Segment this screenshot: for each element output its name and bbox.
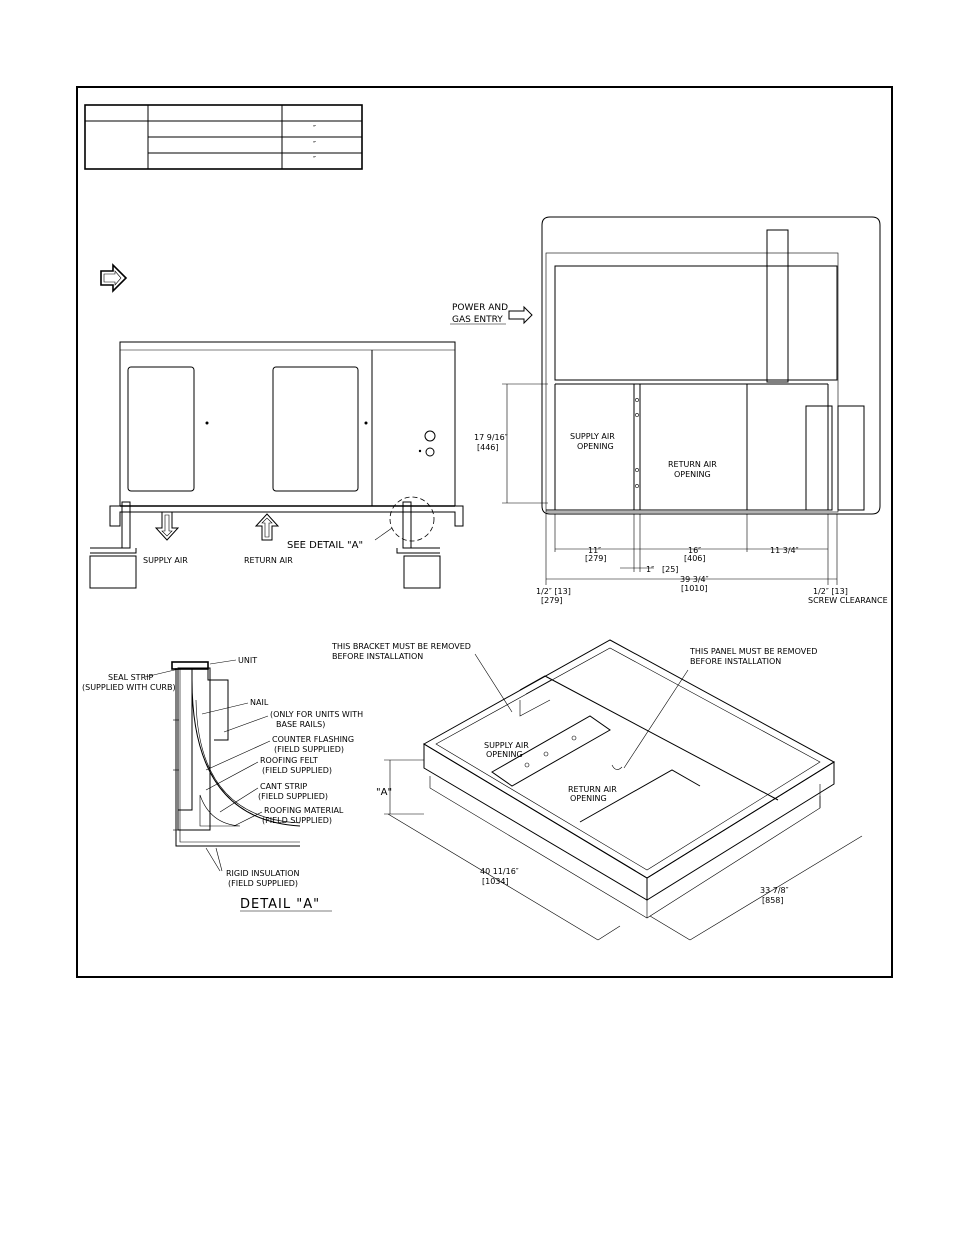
power-entry-label-2: GAS ENTRY: [452, 315, 503, 325]
iso-return-label-2: OPENING: [570, 794, 607, 803]
dim-33-mm: [858]: [762, 896, 784, 905]
detail-a: [82, 656, 363, 912]
dim-11-mm: [279]: [585, 554, 607, 563]
only-units-label-2: BASE RAILS): [276, 720, 326, 729]
dim-half-left-mm: [279]: [541, 596, 563, 605]
supply-air-label: SUPPLY AIR: [143, 556, 188, 565]
dim-height: 17 9/16″: [474, 433, 508, 442]
dim-39-34-mm: [1010]: [681, 584, 708, 593]
power-entry-label-1: POWER AND: [452, 303, 509, 313]
dim-1-mm: [25]: [662, 565, 679, 574]
supply-opening-label-2: OPENING: [577, 442, 614, 451]
screw-clearance-label: SCREW CLEARANCE: [808, 596, 888, 605]
cant-strip-label-2: (FIELD SUPPLIED): [258, 792, 329, 801]
unit-label: UNIT: [238, 656, 258, 665]
iso-return-label-1: RETURN AIR: [568, 785, 617, 794]
return-opening-label-2: OPENING: [674, 470, 711, 479]
iso-supply-label-2: OPENING: [486, 750, 523, 759]
curb-isometric-view: [331, 640, 862, 940]
return-air-label: RETURN AIR: [244, 556, 293, 565]
table-cell-2-2: ″: [313, 140, 316, 149]
nail-label: NAIL: [250, 698, 269, 707]
roofing-material-label-2: (FIELD SUPPLIED): [262, 816, 333, 825]
dim-height-mm: [446]: [477, 443, 499, 452]
table-cell-3-2: ″: [313, 155, 316, 164]
table-cell-1-2: ″: [313, 124, 316, 133]
dim-40-mm: [1034]: [482, 877, 509, 886]
dimension-table: [85, 105, 362, 169]
bracket-note-2: BEFORE INSTALLATION: [332, 652, 424, 661]
rigid-insulation-label-2: (FIELD SUPPLIED): [228, 879, 299, 888]
supply-opening-label-1: SUPPLY AIR: [570, 432, 615, 441]
iso-supply-label-1: SUPPLY AIR: [484, 741, 529, 750]
panel-note-2: BEFORE INSTALLATION: [690, 657, 782, 666]
bracket-note-1: THIS BRACKET MUST BE REMOVED: [332, 642, 471, 651]
dim-39-34: 39 3/4″: [680, 575, 709, 584]
detail-title: DETAIL "A": [240, 897, 321, 912]
return-opening-label-1: RETURN AIR: [668, 460, 717, 469]
dim-33: 33 7/8″: [760, 886, 789, 895]
counter-flashing-label-2: (FIELD SUPPLIED): [274, 745, 345, 754]
dim-half-right: 1/2″ [13]: [813, 587, 848, 596]
dim-1: 1″: [646, 565, 655, 574]
dim-11-34: 11 3/4″: [770, 546, 799, 555]
dim-16-mm: [406]: [684, 554, 706, 563]
panel-note-1: THIS PANEL MUST BE REMOVED: [690, 647, 818, 656]
dim-half-left: 1/2″ [13]: [536, 587, 571, 596]
side-view: [90, 342, 463, 588]
dim-a: "A": [376, 787, 393, 798]
seal-strip-label-1: SEAL STRIP: [108, 673, 154, 682]
roofing-felt-label-1: ROOFING FELT: [260, 756, 318, 765]
seal-strip-label-2: (SUPPLIED WITH CURB): [82, 683, 176, 692]
roofing-felt-label-2: (FIELD SUPPLIED): [262, 766, 333, 775]
dim-16: 16″: [688, 546, 702, 555]
roofing-material-label-1: ROOFING MATERIAL: [264, 806, 344, 815]
airflow-arrow-icon: [101, 265, 126, 291]
counter-flashing-label-1: COUNTER FLASHING: [272, 735, 355, 744]
rigid-insulation-label-1: RIGID INSULATION: [226, 869, 300, 878]
see-detail-label: SEE DETAIL "A": [287, 540, 364, 551]
only-units-label-1: (ONLY FOR UNITS WITH: [270, 710, 364, 719]
dim-11: 11″: [588, 546, 602, 555]
cant-strip-label-1: CANT STRIP: [260, 782, 308, 791]
top-view: [450, 217, 888, 605]
dim-40: 40 11/16″: [480, 867, 519, 876]
